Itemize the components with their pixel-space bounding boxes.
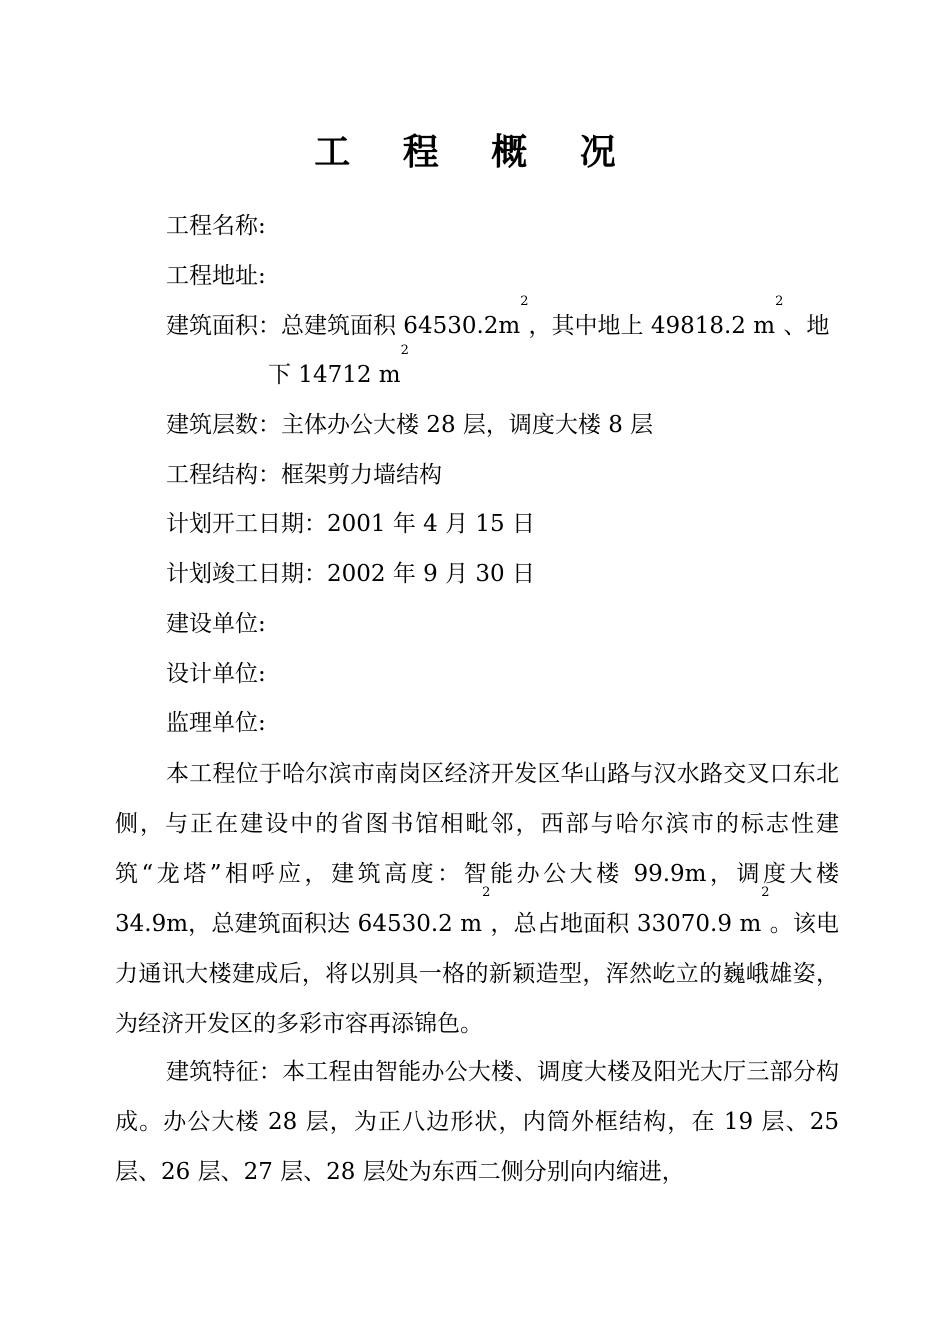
overview-paragraph xyxy=(115,749,839,1049)
area-text-1: 建筑面积：总建筑面积 64530.2m xyxy=(166,313,521,339)
area-text-2: ，其中地上 49818.2 m xyxy=(528,313,776,339)
building-area-line2 xyxy=(268,343,409,393)
overview-superscript-1: 2 xyxy=(482,885,491,900)
project-name-field: 工程名称: xyxy=(166,213,266,239)
structure-field: 工程结构：框架剪力墙结构 xyxy=(166,462,442,488)
overview-superscript-2: 2 xyxy=(761,885,770,900)
designer-field: 设计单位: xyxy=(166,661,266,687)
start-date-field: 计划开工日期：2001 年 4 月 15 日 xyxy=(166,511,535,537)
overview-text-2: ，总占地面积 33070.9 m xyxy=(490,911,762,937)
overview-text-1: 本工程位于哈尔滨市南岗区经济开发区华山路与汉水路交叉口东北侧，与正在建设中的省图书馆相毗邻，西部与哈尔滨市的标志性建筑“龙塔”相呼应，建筑高度：智能办公大楼 99.9m，调度大楼 34.9m，总建筑面积达 64530.2 m xyxy=(115,761,839,937)
building-area-line1 xyxy=(166,294,830,344)
area-text-3: 、地 xyxy=(783,313,830,339)
supervisor-field: 监理单位: xyxy=(166,710,266,736)
project-address-field: 工程地址: xyxy=(166,263,266,289)
owner-field: 建设单位: xyxy=(166,611,266,637)
building-features-paragraph: 建筑特征：本工程由智能办公大楼、调度大楼及阳光大厅三部分构成。办公大楼 28 层，为正八边形状，内筒外框结构，在 19 层、25 层、26 层、27 层、28 层处为东西二侧分别向内缩进， xyxy=(115,1059,839,1185)
area-superscript-2: 2 xyxy=(775,294,784,309)
area-superscript-3: 2 xyxy=(400,343,409,358)
page-title: 工 程 概 况 xyxy=(314,131,636,173)
building-floors-field: 建筑层数：主体办公大楼 28 层，调度大楼 8 层 xyxy=(166,412,654,438)
overview-text-3: 。该电力通讯大楼建成后，将以别具一格的新颖造型，浑然屹立的巍峨雄姿，为经济开发区的多彩市容再添锦色。 xyxy=(115,911,839,1037)
end-date-field: 计划竣工日期：2002 年 9 月 30 日 xyxy=(166,561,535,587)
area-text-4: 下 14712 m xyxy=(268,362,401,388)
area-superscript-1: 2 xyxy=(520,294,529,309)
